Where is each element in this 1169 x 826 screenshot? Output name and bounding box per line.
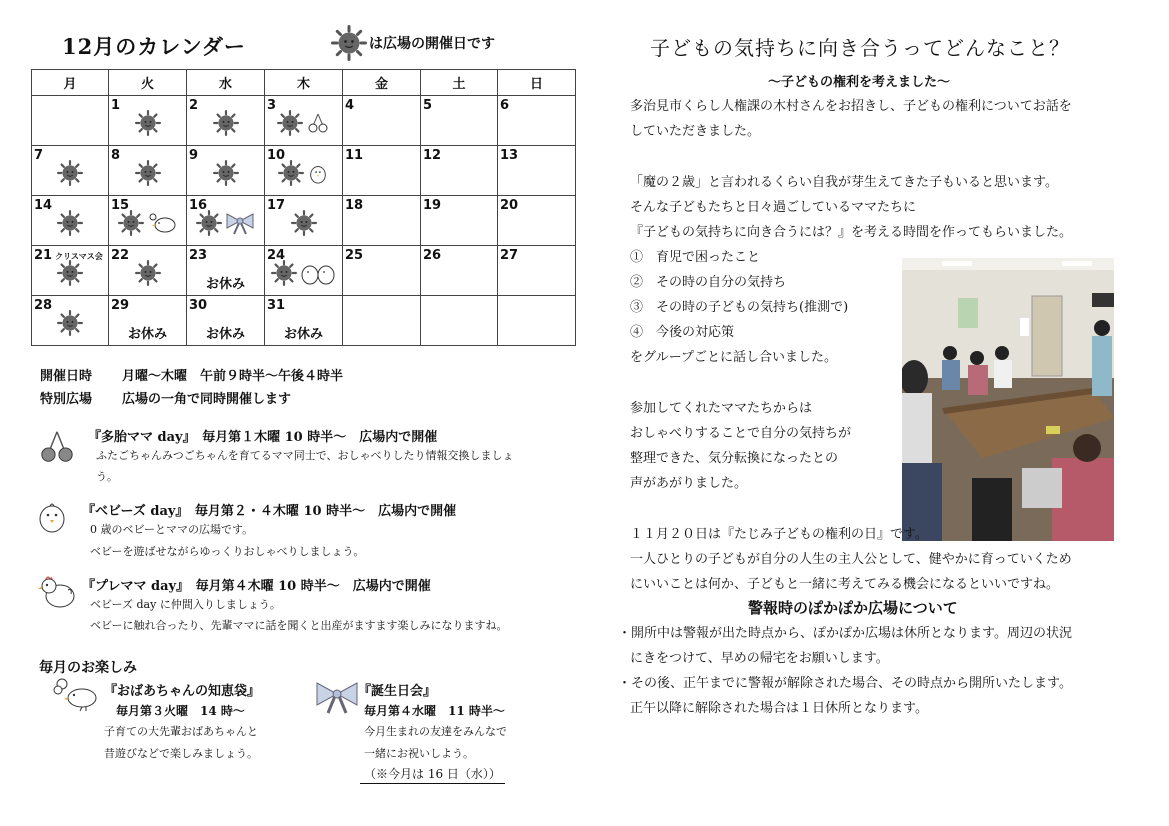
ribbon-icon: [225, 211, 255, 235]
sun-icon: [118, 210, 144, 236]
schedule-hours: 開催日時 月曜～木曜 午前９時半～午後４時半: [40, 369, 344, 384]
day-number: 5: [423, 98, 433, 113]
calendar-day: [421, 196, 498, 246]
hen-icon: [38, 574, 78, 610]
calendar-day: [32, 246, 109, 296]
article-list-after: をグループごとに話し合いました。: [630, 350, 837, 365]
calendar-day: [109, 196, 187, 246]
calendar-day: [187, 296, 265, 346]
article-para: そんな子どもたちと日々過ごしているママたちに: [630, 200, 917, 215]
event-desc: ベビーを遊ばせながらゆっくりおしゃべりしましょう。: [90, 545, 365, 558]
event-desc: う。: [96, 470, 118, 483]
monthly-left-desc: 子育ての大先輩おばあちゃんと: [104, 725, 258, 738]
article-intro: していただきました。: [630, 124, 761, 139]
article-list-item: ④ 今後の対応策: [630, 325, 735, 340]
article-para: おしゃべりすることで自分の気持ちが: [630, 426, 852, 441]
day-number: 17: [267, 198, 286, 213]
calendar-legend: は広場の開催日です: [331, 25, 495, 61]
bird-icon: [52, 676, 102, 712]
calendar-week: [32, 96, 576, 146]
bird-icon: [147, 211, 177, 235]
article-para: 一人ひとりの子どもが自分の人生の主人公として、健やかに育っていくため: [630, 552, 1072, 567]
day-number: 18: [345, 198, 364, 213]
day-number: 22: [111, 248, 130, 263]
day-number: 23: [189, 248, 208, 263]
calendar-day: [265, 146, 343, 196]
sun-icon: [135, 160, 161, 186]
warning-item: にきをつけて、早めの帰宅をお願いします。: [630, 651, 889, 666]
calendar-day: [421, 246, 498, 296]
article-list-item: ③ その時の子どもの気持ち(推測で): [630, 300, 849, 315]
calendar-day: [421, 296, 498, 346]
calendar-day: [187, 246, 265, 296]
ribbon-icon: [314, 680, 360, 714]
monthly-right-desc: 今月生まれの友達をみんなで: [364, 725, 507, 738]
calendar-day: [109, 146, 187, 196]
day-number: 21 クリスマス会: [34, 248, 103, 263]
day-number: 9: [189, 148, 199, 163]
article-para: １１月２０日は『たじみ子どもの権利の日』です。: [630, 527, 928, 542]
day-number: 14: [34, 198, 53, 213]
event-desc: ベビーに触れ合ったり、先輩ママに話を聞くと出産がますます楽しみになりますね。: [90, 619, 508, 632]
day-number: 24: [267, 248, 286, 263]
event-desc: ベビーズ day に仲間入りしましょう。: [90, 598, 281, 611]
closed-label: お休み: [205, 277, 245, 292]
sun-icon: [57, 160, 83, 186]
calendar-day: [421, 146, 498, 196]
weekday-header: 火: [109, 70, 187, 96]
warning-item: ・その後、正午までに警報が解除された場合、その時点から開所いたします。: [618, 676, 1072, 691]
day-number: 12: [423, 148, 442, 163]
calendar-day: [343, 146, 421, 196]
day-number: 19: [423, 198, 442, 213]
article-para: 参加してくれたママたちからは: [630, 401, 813, 416]
calendar-day: [187, 96, 265, 146]
event-desc: ふたごちゃんみつごちゃんを育てるママ同士で、おしゃべりしたり情報交換しましょ: [96, 449, 514, 462]
day-number: 26: [423, 248, 442, 263]
calendar-day: [109, 296, 187, 346]
chicks-icon: [300, 261, 336, 285]
day-number: 31: [267, 298, 286, 313]
sun-icon: [271, 260, 297, 286]
weekday-header: 木: [265, 70, 343, 96]
sun-icon: [57, 310, 83, 336]
calendar-day: [109, 96, 187, 146]
article-subtitle: ～子どもの権利を考えました～: [768, 75, 951, 90]
monthly-right-title: 『誕生日会』: [358, 684, 437, 699]
sun-icon: [278, 160, 304, 186]
meeting-photo: [902, 258, 1114, 541]
day-number: 25: [345, 248, 364, 263]
day-number: 7: [34, 148, 44, 163]
article-list-item: ② その時の自分の気持ち: [630, 275, 787, 290]
calendar-day: [265, 246, 343, 296]
day-note: クリスマス会: [55, 252, 103, 261]
day-number: 8: [111, 148, 121, 163]
calendar-day: [32, 296, 109, 346]
calendar-day: [187, 196, 265, 246]
closed-label: お休み: [205, 327, 245, 342]
day-number: 1: [111, 98, 121, 113]
article-title: 子どもの気持ちに向き合うってどんなこと？: [650, 36, 1070, 60]
event-title: 『多胎ママ day』 毎月第１木曜 10 時半～ 広場内で開催: [88, 430, 438, 445]
sun-icon: [291, 210, 317, 236]
sun-icon: [213, 160, 239, 186]
calendar-table: [31, 69, 576, 346]
calendar-day: [343, 196, 421, 246]
day-number: 15: [111, 198, 130, 213]
weekday-header: 金: [343, 70, 421, 96]
event-title: 『ベビーズ day』 毎月第２・４木曜 10 時半～ 広場内で開催: [82, 504, 457, 519]
day-number: 13: [500, 148, 519, 163]
calendar-day: [109, 246, 187, 296]
schedule-special: 特別広場 広場の一角で同時開催します: [40, 392, 292, 407]
warning-heading: 警報時のぽかぽか広場について: [748, 599, 958, 617]
monthly-heading: 毎月のお楽しみ: [39, 660, 137, 676]
calendar-day: [32, 96, 109, 146]
chick-icon: [36, 500, 68, 534]
day-number: 16: [189, 198, 208, 213]
monthly-left-desc: 昔遊びなどで楽しみましょう。: [104, 747, 258, 760]
article-para: 『子どもの気持ちに向き合うには？』を考える時間を作ってもらいました。: [630, 225, 1073, 240]
monthly-right-when: 毎月第４水曜 11 時半～: [364, 704, 505, 718]
monthly-left-when: 毎月第３火曜 14 時～: [116, 704, 245, 718]
monthly-right-note: （※今月は 16 日（水））: [360, 765, 505, 784]
warning-item: ・開所中は警報が出た時点から、ぽかぽか広場は休所となります。周辺の状況: [618, 626, 1072, 641]
sun-icon: [135, 110, 161, 136]
day-number: 3: [267, 98, 277, 113]
day-number: 10: [267, 148, 286, 163]
day-number: 29: [111, 298, 130, 313]
calendar-day: [32, 146, 109, 196]
calendar-week: [32, 146, 576, 196]
article-para: 声があがりました。: [630, 476, 748, 491]
sun-icon: [331, 25, 367, 61]
weekday-header: 日: [498, 70, 576, 96]
cherry-icon: [306, 111, 330, 135]
sun-icon: [57, 260, 83, 286]
closed-label: お休み: [127, 327, 167, 342]
calendar-day: [187, 146, 265, 196]
weekday-header: 月: [32, 70, 109, 96]
sun-icon: [277, 110, 303, 136]
calendar-day: [265, 296, 343, 346]
day-number: 28: [34, 298, 53, 313]
event-desc: 0 歳のベビーとママの広場です。: [90, 523, 254, 536]
article-para: 「魔の２歳」と言われるくらい自我が芽生えてきた子もいると思います。: [630, 175, 1058, 190]
calendar-day: [265, 196, 343, 246]
day-number: 30: [189, 298, 208, 313]
calendar-day: [343, 296, 421, 346]
sun-icon: [196, 210, 222, 236]
day-number: 11: [345, 148, 364, 163]
event-title: 『プレママ day』 毎月第４木曜 10 時半～ 広場内で開催: [82, 579, 431, 594]
sun-icon: [213, 110, 239, 136]
chick-icon: [307, 162, 329, 184]
article-intro: 多治見市くらし人権課の木村さんをお招きし、子どもの権利についてお話を: [630, 99, 1072, 114]
monthly-right-desc: 一緒にお祝いしよう。: [364, 747, 474, 760]
warning-item: 正午以降に解除された場合は１日休所となります。: [630, 701, 928, 716]
sun-icon: [135, 260, 161, 286]
calendar-day: [343, 246, 421, 296]
calendar-day: [498, 196, 576, 246]
cherry-icon: [38, 428, 76, 466]
calendar-day: [498, 296, 576, 346]
article-para: 整理できた、気分転換になったとの: [630, 451, 839, 466]
calendar-week: [32, 296, 576, 346]
calendar-week: [32, 196, 576, 246]
closed-label: お休み: [283, 327, 323, 342]
weekday-header: 土: [421, 70, 498, 96]
calendar-day: [498, 246, 576, 296]
calendar-day: [498, 96, 576, 146]
day-number: 20: [500, 198, 519, 213]
monthly-left-title: 『おばあちゃんの知恵袋』: [104, 684, 261, 699]
day-number: 2: [189, 98, 199, 113]
calendar-day: [343, 96, 421, 146]
calendar-day: [498, 146, 576, 196]
article-list-item: ① 育児で困ったこと: [630, 250, 761, 265]
day-number: 27: [500, 248, 519, 263]
calendar-day: [265, 96, 343, 146]
calendar-title: 12月のカレンダー: [62, 34, 246, 59]
calendar-day: [421, 96, 498, 146]
day-number: 4: [345, 98, 355, 113]
calendar-day: [32, 196, 109, 246]
calendar-week: [32, 246, 576, 296]
sun-icon: [57, 210, 83, 236]
article-para: にいいことは何か、子どもと一緒に考えてみる機会になるといいですね。: [630, 577, 1060, 592]
weekday-header: 水: [187, 70, 265, 96]
day-number: 6: [500, 98, 510, 113]
